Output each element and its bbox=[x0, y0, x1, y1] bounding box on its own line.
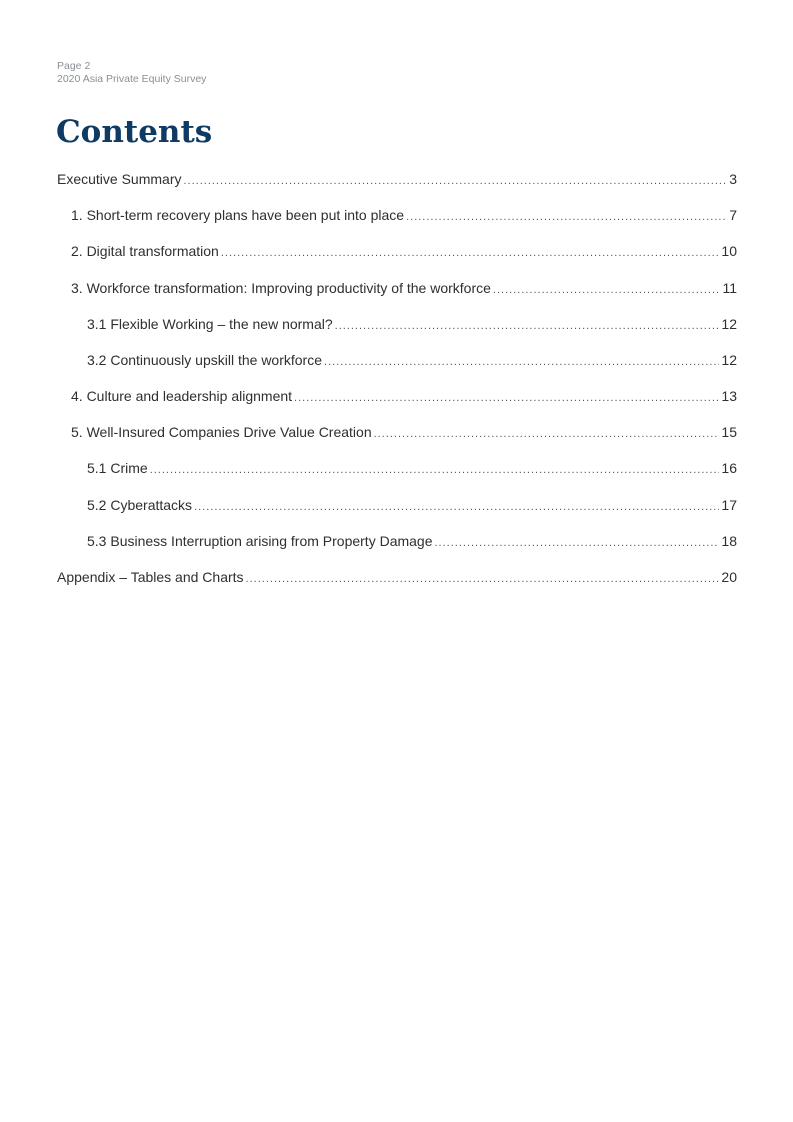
toc-entry-page: 15 bbox=[721, 424, 737, 440]
toc-entry-page: 18 bbox=[721, 533, 737, 549]
dot-leader bbox=[246, 568, 720, 590]
toc-entry-page: 3 bbox=[729, 171, 737, 187]
toc-entry-label: 3. Workforce transformation: Improving productivity of the workforce bbox=[71, 280, 491, 296]
toc-entry-culture-leadership[interactable] bbox=[71, 385, 737, 407]
dot-leader bbox=[374, 423, 720, 445]
dot-leader bbox=[183, 170, 727, 192]
page-header bbox=[57, 60, 206, 86]
toc-entry-page: 20 bbox=[721, 569, 737, 585]
dot-leader bbox=[335, 315, 720, 337]
dot-leader bbox=[324, 351, 719, 373]
dot-leader bbox=[435, 532, 720, 554]
toc-entry-page: 12 bbox=[721, 352, 737, 368]
toc-entry-digital-transformation[interactable] bbox=[71, 240, 737, 262]
toc-entry-page: 16 bbox=[721, 460, 737, 476]
toc-entry-well-insured-companies[interactable] bbox=[71, 421, 737, 443]
toc-entry-label: 5.2 Cyberattacks bbox=[87, 497, 193, 513]
dot-leader bbox=[194, 496, 719, 518]
toc-entry-page: 11 bbox=[722, 280, 737, 296]
toc-entry-label: 5. Well-Insured Companies Drive Value Creation bbox=[71, 424, 372, 440]
toc-entry-cyberattacks[interactable] bbox=[87, 494, 737, 516]
toc-entry-page: 7 bbox=[729, 207, 737, 223]
contents-heading: Contents bbox=[56, 114, 213, 150]
document-title: 2020 Asia Private Equity Survey bbox=[57, 73, 207, 85]
dot-leader bbox=[294, 387, 719, 409]
toc-entry-label: 5.3 Business Interruption arising from Property Damage bbox=[87, 533, 433, 549]
toc-entry-page: 17 bbox=[721, 497, 737, 513]
toc-entry-label: 3.2 Continuously upskill the workforce bbox=[87, 352, 323, 368]
page-number-label: Page 2 bbox=[57, 60, 91, 72]
dot-leader bbox=[493, 279, 721, 301]
dot-leader bbox=[221, 242, 720, 264]
toc-entry-business-interruption[interactable] bbox=[87, 530, 737, 552]
toc-entry-crime[interactable] bbox=[87, 457, 737, 479]
toc-entry-label: 4. Culture and leadership alignment bbox=[71, 388, 293, 404]
toc-entry-flexible-working[interactable] bbox=[87, 313, 737, 335]
toc-entry-upskill-workforce[interactable] bbox=[87, 349, 737, 371]
toc-entry-short-term-recovery[interactable] bbox=[71, 204, 737, 226]
toc-entry-workforce-transformation[interactable] bbox=[71, 277, 737, 299]
toc-entry-label: 1. Short-term recovery plans have been put into place bbox=[71, 207, 405, 223]
toc-entry-page: 13 bbox=[721, 388, 737, 404]
toc-entry-label: Executive Summary bbox=[57, 171, 182, 187]
toc-entry-label: Appendix – Tables and Charts bbox=[57, 569, 244, 585]
toc-entry-label: 5.1 Crime bbox=[87, 460, 148, 476]
toc-entry-label: 3.1 Flexible Working – the new normal? bbox=[87, 316, 333, 332]
toc-entry-label: 2. Digital transformation bbox=[71, 243, 219, 259]
toc-entry-executive-summary[interactable] bbox=[57, 168, 737, 190]
dot-leader bbox=[406, 206, 727, 228]
toc-entry-page: 12 bbox=[721, 316, 737, 332]
toc-entry-page: 10 bbox=[721, 243, 737, 259]
toc-entry-appendix[interactable] bbox=[57, 566, 737, 588]
dot-leader bbox=[150, 459, 720, 481]
